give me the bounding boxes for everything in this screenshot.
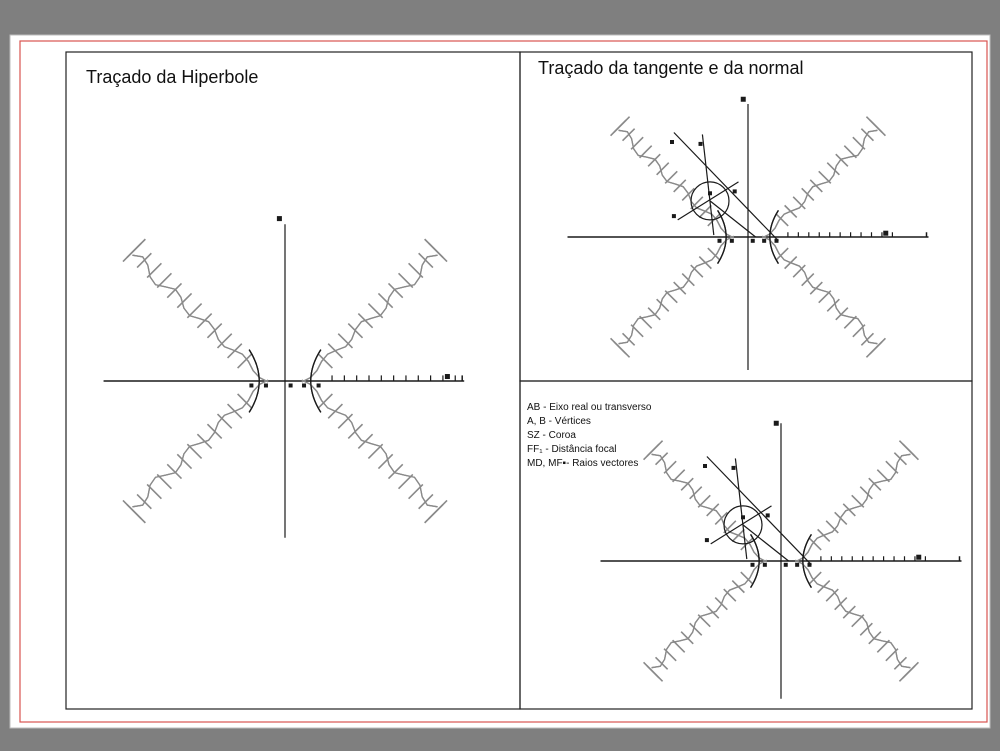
axis-point-marker <box>795 563 799 567</box>
construction-point <box>672 214 676 218</box>
axis-point-marker <box>730 239 734 243</box>
construction-point <box>277 216 282 221</box>
construction-point <box>699 142 703 146</box>
axis-point-marker <box>302 383 306 387</box>
axis-point-marker <box>762 239 766 243</box>
legend-item: SZ - Coroa <box>527 430 576 441</box>
legend-item: FF₁ - Distância focal <box>527 444 617 455</box>
construction-point <box>670 140 674 144</box>
axis-point-marker <box>317 383 321 387</box>
tangent-point-marker <box>708 191 712 195</box>
construction-point <box>732 466 736 470</box>
top-right-panel-title: Traçado da tangente e da normal <box>538 58 804 78</box>
axis-point-marker <box>763 563 767 567</box>
axis-point-marker <box>784 563 788 567</box>
construction-point <box>705 538 709 542</box>
legend-item: MD, MF▪- Raios vectores <box>527 458 639 469</box>
axis-end-marker <box>883 231 888 236</box>
construction-point <box>741 97 746 102</box>
axis-point-marker <box>264 383 268 387</box>
axis-point-marker <box>289 383 293 387</box>
construction-point <box>733 189 737 193</box>
axis-point-marker <box>751 239 755 243</box>
axis-end-marker <box>916 555 921 560</box>
axis-point-marker <box>718 239 722 243</box>
construction-point <box>766 513 770 517</box>
tangent-point-marker <box>741 515 745 519</box>
left-panel-title: Traçado da Hiperbole <box>86 67 259 87</box>
legend-item: AB - Eixo real ou transverso <box>527 402 652 413</box>
axis-point-marker <box>751 563 755 567</box>
construction-point <box>774 421 779 426</box>
axis-end-marker <box>445 374 450 379</box>
construction-point <box>703 464 707 468</box>
axis-point-marker <box>249 383 253 387</box>
legend-item: A, B - Vértices <box>527 416 591 427</box>
